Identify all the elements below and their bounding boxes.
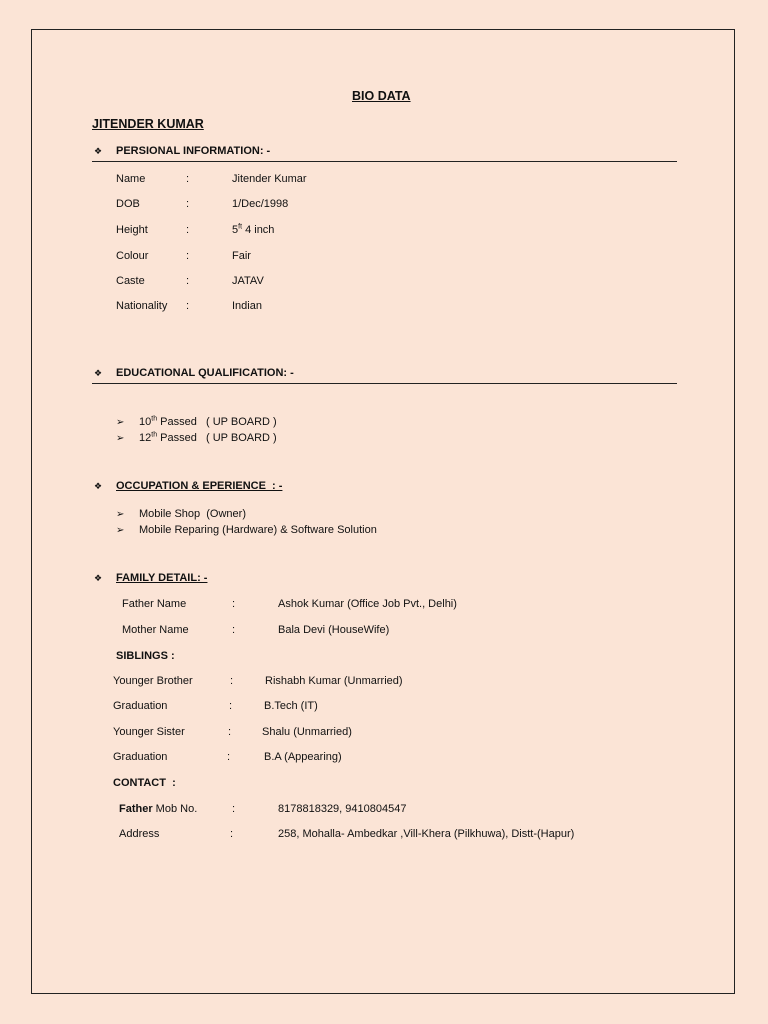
occupation-item: Mobile Reparing (Hardware) & Software Solution — [139, 524, 377, 536]
field-label: Father Name — [122, 598, 187, 610]
field-value: Ashok Kumar (Office Job Pvt., Delhi) — [278, 598, 457, 610]
field-label: Graduation — [113, 751, 168, 763]
colon: : — [186, 250, 190, 262]
colon: : — [228, 726, 232, 738]
section-rule — [92, 161, 677, 162]
field-value: Jitender Kumar — [232, 173, 307, 185]
field-label: Name — [116, 173, 146, 185]
field-value: Shalu (Unmarried) — [262, 726, 352, 738]
colon: : — [227, 751, 231, 763]
document-title: BIO DATA — [352, 89, 411, 103]
field-label: Father Mob No. — [119, 803, 198, 815]
field-label: Nationality — [116, 300, 168, 312]
field-value: JATAV — [232, 275, 264, 287]
name-heading: JITENDER KUMAR — [92, 117, 204, 131]
arrow-bullet-icon: ➢ — [116, 509, 125, 520]
field-label: Graduation — [113, 700, 168, 712]
contact-heading: CONTACT : — [113, 777, 176, 789]
colon: : — [230, 675, 234, 687]
field-label: DOB — [116, 198, 140, 210]
field-label: Colour — [116, 250, 149, 262]
education-item: 10th Passed ( UP BOARD ) — [139, 415, 277, 428]
occupation-item: Mobile Shop (Owner) — [139, 508, 246, 520]
arrow-bullet-icon: ➢ — [116, 417, 125, 428]
siblings-heading: SIBLINGS : — [116, 650, 175, 662]
field-value: $5^{ft}$ 4 inch — [232, 223, 275, 236]
section-heading-occupation: OCCUPATION & EPERIENCE : - — [116, 480, 283, 492]
field-label: Mother Name — [122, 624, 189, 636]
field-label: Younger Sister — [113, 726, 185, 738]
colon: : — [232, 803, 236, 815]
section-rule — [92, 383, 677, 384]
colon: : — [186, 198, 190, 210]
field-value: B.Tech (IT) — [264, 700, 318, 712]
colon: : — [230, 828, 234, 840]
field-value: Bala Devi (HouseWife) — [278, 624, 390, 636]
diamond-bullet-icon: ❖ — [94, 481, 103, 491]
colon: : — [186, 173, 190, 185]
field-value: Indian — [232, 300, 262, 312]
field-value: 1/Dec/1998 — [232, 198, 289, 210]
education-item: 12th Passed ( UP BOARD ) — [139, 431, 277, 444]
diamond-bullet-icon: ❖ — [94, 146, 103, 156]
section-heading-education: EDUCATIONAL QUALIFICATION: - — [116, 367, 294, 379]
section-heading-personal: PERSIONAL INFORMATION: - — [116, 145, 271, 157]
colon: : — [186, 224, 190, 236]
field-label: Address — [119, 828, 160, 840]
section-heading-family: FAMILY DETAIL: - — [116, 572, 208, 584]
diamond-bullet-icon: ❖ — [94, 573, 103, 583]
phone-number: 8178818329, 9410804547 — [278, 803, 407, 815]
field-label: Younger Brother — [113, 675, 193, 687]
colon: : — [232, 624, 236, 636]
field-label: Caste — [116, 275, 145, 287]
field-value: B.A (Appearing) — [264, 751, 342, 763]
field-value: Fair — [232, 250, 251, 262]
diamond-bullet-icon: ❖ — [94, 368, 103, 378]
colon: : — [186, 300, 190, 312]
arrow-bullet-icon: ➢ — [116, 525, 125, 536]
colon: : — [232, 598, 236, 610]
colon: : — [186, 275, 190, 287]
colon: : — [229, 700, 233, 712]
address-value: 258, Mohalla- Ambedkar ,Vill-Khera (Pilkhuwa), Distt-(Hapur) — [278, 828, 575, 840]
field-value: Rishabh Kumar (Unmarried) — [265, 675, 403, 687]
arrow-bullet-icon: ➢ — [116, 433, 125, 444]
field-label: Height — [116, 224, 148, 236]
